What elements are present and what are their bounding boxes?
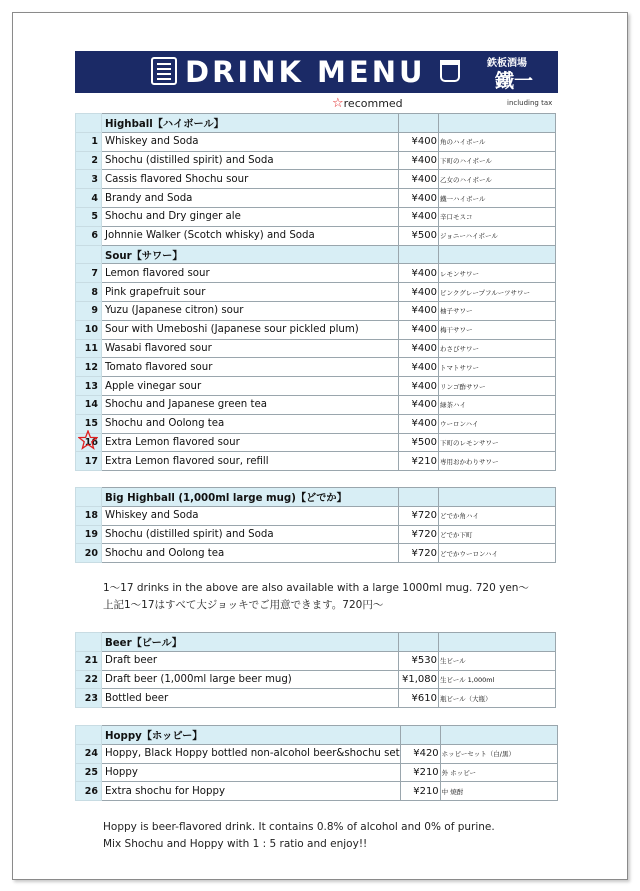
item-price: ¥400 — [399, 395, 439, 414]
item-price: ¥530 — [399, 651, 439, 670]
menu-title: DRINK MENU — [185, 55, 426, 89]
item-jp-name: わさびサワー — [439, 339, 556, 358]
item-number: 17 — [76, 452, 102, 471]
item-name: Yuzu (Japanese citron) sour — [102, 301, 399, 320]
item-number: 7 — [76, 264, 102, 283]
item-name: Shochu (distilled spirit) and Soda — [102, 525, 399, 544]
item-jp-name: 生ビール 1,000ml — [439, 670, 556, 689]
menu-item-row — [76, 320, 556, 339]
recommend-legend — [332, 96, 403, 111]
item-number: 13 — [76, 377, 102, 396]
menu-item-row — [76, 506, 556, 525]
item-name: Pink grapefruit sour — [102, 283, 399, 302]
item-price: ¥720 — [399, 506, 439, 525]
item-number: 11 — [76, 339, 102, 358]
item-jp-name: トマトサワー — [439, 358, 556, 377]
menu-item-row — [76, 689, 556, 708]
item-name: Tomato flavored sour — [102, 358, 399, 377]
item-number: 20 — [76, 544, 102, 563]
item-name: Hoppy — [102, 763, 401, 782]
brand-logo-icon — [151, 57, 177, 85]
menu-item-row — [76, 544, 556, 563]
section-title: Beer【ビール】 — [102, 633, 399, 652]
item-name: Shochu (distilled spirit) and Soda — [102, 151, 399, 170]
hoppy-note-line-1: Hoppy is beer-flavored drink. It contains 0.8% of alcohol and 0% of purine. — [103, 821, 495, 833]
item-jp-name: 緑茶ハイ — [439, 395, 556, 414]
item-number: 14 — [76, 395, 102, 414]
item-number: 22 — [76, 670, 102, 689]
item-number: 12 — [76, 358, 102, 377]
item-name: Hoppy, Black Hoppy bottled non-alcohol beer&shochu set — [102, 744, 401, 763]
row-number — [76, 114, 102, 133]
jp-name-cell — [439, 245, 556, 264]
item-number: 2 — [76, 151, 102, 170]
item-jp-name: ピンクグレープフルーツサワー — [439, 283, 556, 302]
item-price: ¥400 — [399, 283, 439, 302]
item-number: 26 — [76, 782, 102, 801]
price-cell — [399, 633, 439, 652]
menu-item-row — [76, 651, 556, 670]
glass-icon — [440, 60, 460, 82]
item-name: Bottled beer — [102, 689, 399, 708]
item-jp-name: 柚子サワー — [439, 301, 556, 320]
menu-item-row — [76, 395, 556, 414]
menu-item-row — [76, 433, 556, 452]
item-jp-name: 角のハイボール — [439, 132, 556, 151]
item-name: Extra shochu for Hoppy — [102, 782, 401, 801]
menu-item-row — [76, 301, 556, 320]
item-jp-name: 中 焼酎 — [440, 782, 557, 801]
item-name: Whiskey and Soda — [102, 132, 399, 151]
item-name: Sour with Umeboshi (Japanese sour pickled plum) — [102, 320, 399, 339]
item-name: Shochu and Japanese green tea — [102, 395, 399, 414]
row-number — [76, 488, 102, 507]
menu-item-row — [76, 339, 556, 358]
brand-subtitle: 鉄板酒場 — [487, 58, 527, 69]
row-number — [76, 633, 102, 652]
menu-item-row — [76, 763, 558, 782]
section-header-row — [76, 245, 556, 264]
item-number: 9 — [76, 301, 102, 320]
item-jp-name: 下町のレモンサワー — [439, 433, 556, 452]
menu-item-row — [76, 525, 556, 544]
star-icon: ☆ — [332, 96, 344, 111]
item-price: ¥400 — [399, 301, 439, 320]
item-price: ¥720 — [399, 544, 439, 563]
item-name: Apple vinegar sour — [102, 377, 399, 396]
menu-item-row — [76, 170, 556, 189]
menu-header — [75, 51, 558, 93]
item-name: Wasabi flavored sour — [102, 339, 399, 358]
beer-table — [75, 632, 556, 708]
menu-item-row — [76, 226, 556, 245]
item-name: Extra Lemon flavored sour — [102, 433, 399, 452]
item-number: 6 — [76, 226, 102, 245]
section-title: Highball【ハイボール】 — [102, 114, 399, 133]
item-price: ¥1,080 — [399, 670, 439, 689]
hoppy-table — [75, 725, 558, 801]
item-price: ¥610 — [399, 689, 439, 708]
item-name: Draft beer (1,000ml large beer mug) — [102, 670, 399, 689]
menu-item-row — [76, 189, 556, 208]
menu-item-row — [76, 452, 556, 471]
section-title: Hoppy【ホッピー】 — [102, 726, 401, 745]
item-price: ¥400 — [399, 339, 439, 358]
item-name: Shochu and Oolong tea — [102, 414, 399, 433]
menu-item-row — [76, 670, 556, 689]
price-cell — [399, 245, 439, 264]
brand-name: 鐵一 — [495, 70, 534, 92]
section-title: Big Highball (1,000ml large mug)【どでか】 — [102, 488, 399, 507]
item-price: ¥400 — [399, 320, 439, 339]
item-price: ¥400 — [399, 170, 439, 189]
item-price: ¥400 — [399, 207, 439, 226]
jp-name-cell — [439, 488, 556, 507]
menu-item-row — [76, 283, 556, 302]
item-jp-name: 辛口モスコ — [439, 207, 556, 226]
mug-note-en: 1～17 drinks in the above are also available with a large 1000ml mug. 720 yen～ — [103, 582, 529, 594]
jp-name-cell — [440, 726, 557, 745]
menu-item-row — [76, 782, 558, 801]
item-name: Shochu and Oolong tea — [102, 544, 399, 563]
item-jp-name: レモンサワー — [439, 264, 556, 283]
item-number: 15 — [76, 414, 102, 433]
menu-item-row — [76, 744, 558, 763]
item-jp-name: 梅干サワー — [439, 320, 556, 339]
menu-item-row — [76, 207, 556, 226]
item-price: ¥500 — [399, 226, 439, 245]
item-jp-name: リンゴ酢サワー — [439, 377, 556, 396]
item-number: 5 — [76, 207, 102, 226]
item-price: ¥210 — [399, 452, 439, 471]
mug-note — [103, 580, 529, 614]
item-price: ¥420 — [400, 744, 440, 763]
highball-sour-table — [75, 113, 556, 471]
item-jp-name: ホッピーセット（白/黒） — [440, 744, 557, 763]
item-price: ¥400 — [399, 132, 439, 151]
item-jp-name: 下町のハイボール — [439, 151, 556, 170]
hoppy-note — [103, 819, 495, 853]
item-price: ¥210 — [400, 782, 440, 801]
menu-item-row — [76, 414, 556, 433]
item-number: 19 — [76, 525, 102, 544]
menu-item-row — [76, 264, 556, 283]
item-price: ¥400 — [399, 358, 439, 377]
jp-name-cell — [439, 633, 556, 652]
section-header-row — [76, 726, 558, 745]
section-header-row — [76, 114, 556, 133]
item-number: 25 — [76, 763, 102, 782]
recommended-star-icon — [78, 430, 98, 450]
row-number — [76, 245, 102, 264]
item-jp-name: どでか角ハイ — [439, 506, 556, 525]
mug-note-jp: 上記1～17はすべて大ジョッキでご用意できます。720円～ — [103, 599, 384, 611]
item-name: Lemon flavored sour — [102, 264, 399, 283]
item-price: ¥400 — [399, 264, 439, 283]
item-number: 16 — [76, 433, 102, 452]
section-header-row — [76, 488, 556, 507]
item-jp-name: 乙女のハイボール — [439, 170, 556, 189]
item-name: Johnnie Walker (Scotch whisky) and Soda — [102, 226, 399, 245]
item-name: Extra Lemon flavored sour, refill — [102, 452, 399, 471]
price-cell — [399, 488, 439, 507]
item-name: Brandy and Soda — [102, 189, 399, 208]
item-number: 4 — [76, 189, 102, 208]
item-name: Shochu and Dry ginger ale — [102, 207, 399, 226]
jp-name-cell — [439, 114, 556, 133]
tax-note: including tax — [507, 99, 553, 107]
section-header-row — [76, 633, 556, 652]
hoppy-note-line-2: Mix Shochu and Hoppy with 1 : 5 ratio and enjoy!! — [103, 838, 368, 850]
item-number: 23 — [76, 689, 102, 708]
item-jp-name: 生ビール — [439, 651, 556, 670]
big-highball-table — [75, 487, 556, 563]
item-price: ¥400 — [399, 151, 439, 170]
item-jp-name: ジョニーハイボール — [439, 226, 556, 245]
item-number: 10 — [76, 320, 102, 339]
item-price: ¥500 — [399, 433, 439, 452]
item-number: 21 — [76, 651, 102, 670]
recommend-label: recommed — [343, 97, 403, 110]
item-jp-name: 外 ホッピー — [440, 763, 557, 782]
item-price: ¥400 — [399, 414, 439, 433]
item-number: 1 — [76, 132, 102, 151]
item-jp-name: 瓶ビール（大瓶） — [439, 689, 556, 708]
menu-item-row — [76, 151, 556, 170]
item-name: Whiskey and Soda — [102, 506, 399, 525]
item-jp-name: どでかウーロンハイ — [439, 544, 556, 563]
item-jp-name: 鐵一ハイボール — [439, 189, 556, 208]
item-number: 8 — [76, 283, 102, 302]
item-jp-name: どでか下町 — [439, 525, 556, 544]
menu-item-row — [76, 132, 556, 151]
item-price: ¥400 — [399, 189, 439, 208]
item-number: 18 — [76, 506, 102, 525]
price-cell — [400, 726, 440, 745]
menu-item-row — [76, 377, 556, 396]
item-jp-name: ウーロンハイ — [439, 414, 556, 433]
item-jp-name: 専用おかわりサワー — [439, 452, 556, 471]
price-cell — [399, 114, 439, 133]
item-name: Cassis flavored Shochu sour — [102, 170, 399, 189]
item-number: 3 — [76, 170, 102, 189]
item-price: ¥210 — [400, 763, 440, 782]
row-number — [76, 726, 102, 745]
item-price: ¥400 — [399, 377, 439, 396]
section-title: Sour【サワー】 — [102, 245, 399, 264]
menu-item-row — [76, 358, 556, 377]
item-price: ¥720 — [399, 525, 439, 544]
item-name: Draft beer — [102, 651, 399, 670]
item-number: 24 — [76, 744, 102, 763]
